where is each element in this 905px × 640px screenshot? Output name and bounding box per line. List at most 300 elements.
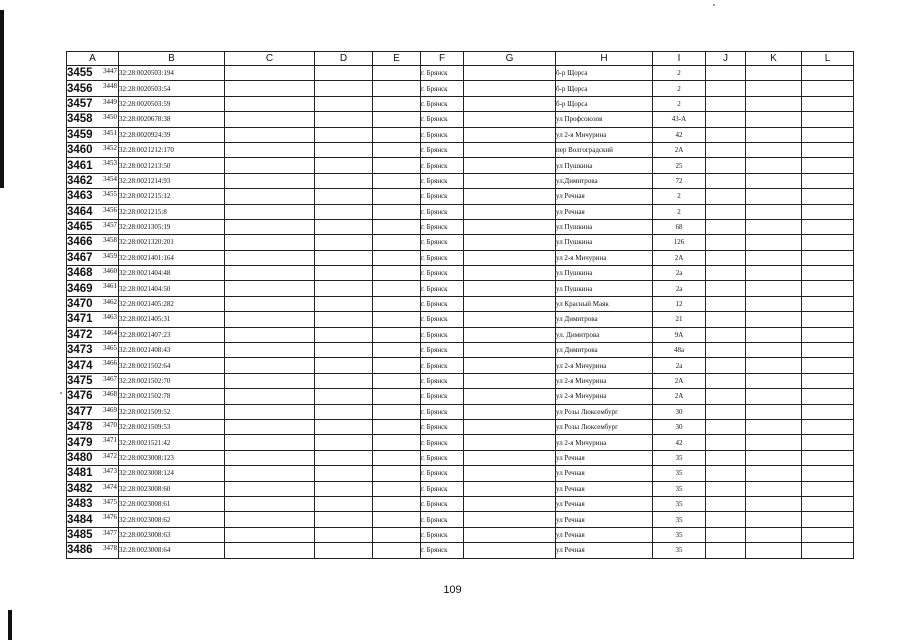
- empty-cell[interactable]: [746, 343, 802, 358]
- empty-cell[interactable]: [746, 158, 802, 173]
- house-number-cell[interactable]: 72: [653, 173, 706, 188]
- empty-cell[interactable]: [373, 173, 421, 188]
- city-cell[interactable]: г. Брянск: [421, 204, 464, 219]
- cadastral-number-cell[interactable]: 32:28:0020924:39: [119, 127, 225, 142]
- empty-cell[interactable]: [746, 66, 802, 81]
- cadastral-number-cell[interactable]: 32:28:0021212:170: [119, 142, 225, 157]
- empty-cell[interactable]: [464, 435, 556, 450]
- cadastral-number-cell[interactable]: 32:28:0021213:50: [119, 158, 225, 173]
- empty-cell[interactable]: [746, 281, 802, 296]
- street-cell[interactable]: ул 2-я Мичурина: [556, 250, 653, 265]
- row-number-cell[interactable]: [67, 173, 119, 188]
- empty-cell[interactable]: [746, 250, 802, 265]
- city-cell[interactable]: г. Брянск: [421, 173, 464, 188]
- row-number-cell[interactable]: [67, 358, 119, 373]
- empty-cell[interactable]: [802, 358, 854, 373]
- empty-cell[interactable]: [802, 543, 854, 558]
- empty-cell[interactable]: [225, 327, 315, 342]
- empty-cell[interactable]: [315, 419, 373, 434]
- city-cell[interactable]: г. Брянск: [421, 96, 464, 111]
- cadastral-number-cell[interactable]: 32:28:0021405:31: [119, 312, 225, 327]
- empty-cell[interactable]: [373, 127, 421, 142]
- empty-cell[interactable]: [802, 343, 854, 358]
- row-number-cell[interactable]: [67, 235, 119, 250]
- city-cell[interactable]: г. Брянск: [421, 189, 464, 204]
- empty-cell[interactable]: [464, 173, 556, 188]
- empty-cell[interactable]: [706, 204, 746, 219]
- street-cell[interactable]: ул Димитрова: [556, 312, 653, 327]
- empty-cell[interactable]: [373, 512, 421, 527]
- empty-cell[interactable]: [373, 189, 421, 204]
- row-number-cell[interactable]: [67, 96, 119, 111]
- empty-cell[interactable]: [464, 142, 556, 157]
- empty-cell[interactable]: [706, 466, 746, 481]
- empty-cell[interactable]: [315, 389, 373, 404]
- cadastral-number-cell[interactable]: 32:28:0021509:53: [119, 419, 225, 434]
- city-cell[interactable]: г. Брянск: [421, 373, 464, 388]
- empty-cell[interactable]: [225, 66, 315, 81]
- empty-cell[interactable]: [464, 112, 556, 127]
- empty-cell[interactable]: [746, 481, 802, 496]
- empty-cell[interactable]: [802, 512, 854, 527]
- empty-cell[interactable]: [746, 512, 802, 527]
- empty-cell[interactable]: [464, 327, 556, 342]
- street-cell[interactable]: ул 2-я Мичурина: [556, 358, 653, 373]
- row-number-cell[interactable]: [67, 158, 119, 173]
- street-cell[interactable]: ул Речная: [556, 512, 653, 527]
- empty-cell[interactable]: [373, 527, 421, 542]
- empty-cell[interactable]: [746, 389, 802, 404]
- city-cell[interactable]: г. Брянск: [421, 66, 464, 81]
- empty-cell[interactable]: [802, 142, 854, 157]
- row-number-cell[interactable]: [67, 481, 119, 496]
- cadastral-number-cell[interactable]: 32:28:0021215:12: [119, 189, 225, 204]
- empty-cell[interactable]: [373, 389, 421, 404]
- empty-cell[interactable]: [746, 112, 802, 127]
- empty-cell[interactable]: [802, 527, 854, 542]
- city-cell[interactable]: г. Брянск: [421, 358, 464, 373]
- empty-cell[interactable]: [802, 281, 854, 296]
- cadastral-number-cell[interactable]: 32:28:0021502:64: [119, 358, 225, 373]
- empty-cell[interactable]: [706, 81, 746, 96]
- cadastral-number-cell[interactable]: 32:28:0021320:201: [119, 235, 225, 250]
- empty-cell[interactable]: [315, 235, 373, 250]
- empty-cell[interactable]: [802, 204, 854, 219]
- empty-cell[interactable]: [225, 127, 315, 142]
- row-number-cell[interactable]: [67, 496, 119, 511]
- street-cell[interactable]: ул Профсоюзов: [556, 112, 653, 127]
- empty-cell[interactable]: [315, 312, 373, 327]
- street-cell[interactable]: ул Розы Люксембург: [556, 404, 653, 419]
- empty-cell[interactable]: [706, 189, 746, 204]
- empty-cell[interactable]: [315, 281, 373, 296]
- empty-cell[interactable]: [315, 404, 373, 419]
- empty-cell[interactable]: [746, 142, 802, 157]
- empty-cell[interactable]: [464, 466, 556, 481]
- city-cell[interactable]: г. Брянск: [421, 435, 464, 450]
- empty-cell[interactable]: [373, 543, 421, 558]
- column-header[interactable]: B: [119, 52, 225, 66]
- empty-cell[interactable]: [802, 127, 854, 142]
- empty-cell[interactable]: [746, 189, 802, 204]
- cadastral-number-cell[interactable]: 32:28:0021404:48: [119, 266, 225, 281]
- row-number-cell[interactable]: [67, 543, 119, 558]
- empty-cell[interactable]: [802, 189, 854, 204]
- row-number-cell[interactable]: [67, 312, 119, 327]
- cadastral-number-cell[interactable]: 32:28:0021404:50: [119, 281, 225, 296]
- row-number-cell[interactable]: [67, 250, 119, 265]
- empty-cell[interactable]: [706, 527, 746, 542]
- row-number-cell[interactable]: [67, 343, 119, 358]
- empty-cell[interactable]: [225, 435, 315, 450]
- column-header[interactable]: L: [802, 52, 854, 66]
- empty-cell[interactable]: [746, 219, 802, 234]
- empty-cell[interactable]: [315, 543, 373, 558]
- empty-cell[interactable]: [706, 512, 746, 527]
- empty-cell[interactable]: [746, 235, 802, 250]
- house-number-cell[interactable]: 2а: [653, 266, 706, 281]
- column-header[interactable]: G: [464, 52, 556, 66]
- column-header[interactable]: E: [373, 52, 421, 66]
- empty-cell[interactable]: [706, 419, 746, 434]
- empty-cell[interactable]: [706, 281, 746, 296]
- empty-cell[interactable]: [373, 450, 421, 465]
- empty-cell[interactable]: [225, 450, 315, 465]
- empty-cell[interactable]: [315, 435, 373, 450]
- empty-cell[interactable]: [373, 435, 421, 450]
- empty-cell[interactable]: [746, 204, 802, 219]
- empty-cell[interactable]: [464, 266, 556, 281]
- empty-cell[interactable]: [464, 158, 556, 173]
- empty-cell[interactable]: [802, 466, 854, 481]
- house-number-cell[interactable]: 2: [653, 204, 706, 219]
- street-cell[interactable]: ул Речная: [556, 527, 653, 542]
- row-number-cell[interactable]: [67, 373, 119, 388]
- empty-cell[interactable]: [746, 96, 802, 111]
- empty-cell[interactable]: [464, 404, 556, 419]
- house-number-cell[interactable]: 68: [653, 219, 706, 234]
- empty-cell[interactable]: [802, 235, 854, 250]
- street-cell[interactable]: ул Димитрова: [556, 343, 653, 358]
- street-cell[interactable]: ул 2-я Мичурина: [556, 373, 653, 388]
- row-number-cell[interactable]: [67, 66, 119, 81]
- empty-cell[interactable]: [225, 543, 315, 558]
- empty-cell[interactable]: [225, 343, 315, 358]
- empty-cell[interactable]: [706, 127, 746, 142]
- empty-cell[interactable]: [373, 373, 421, 388]
- empty-cell[interactable]: [464, 189, 556, 204]
- empty-cell[interactable]: [373, 343, 421, 358]
- empty-cell[interactable]: [706, 296, 746, 311]
- empty-cell[interactable]: [706, 112, 746, 127]
- empty-cell[interactable]: [746, 266, 802, 281]
- street-cell[interactable]: б-р Щорса: [556, 96, 653, 111]
- street-cell[interactable]: б-р Щорса: [556, 81, 653, 96]
- column-header[interactable]: A: [67, 52, 119, 66]
- empty-cell[interactable]: [746, 127, 802, 142]
- city-cell[interactable]: г. Брянск: [421, 250, 464, 265]
- empty-cell[interactable]: [315, 373, 373, 388]
- house-number-cell[interactable]: 43-А: [653, 112, 706, 127]
- city-cell[interactable]: г. Брянск: [421, 327, 464, 342]
- empty-cell[interactable]: [225, 358, 315, 373]
- house-number-cell[interactable]: 2: [653, 96, 706, 111]
- city-cell[interactable]: г. Брянск: [421, 312, 464, 327]
- empty-cell[interactable]: [802, 450, 854, 465]
- empty-cell[interactable]: [802, 158, 854, 173]
- city-cell[interactable]: г. Брянск: [421, 266, 464, 281]
- empty-cell[interactable]: [464, 296, 556, 311]
- empty-cell[interactable]: [373, 481, 421, 496]
- street-cell[interactable]: ул 2-я Мичурина: [556, 127, 653, 142]
- cadastral-number-cell[interactable]: 32:28:0021405:282: [119, 296, 225, 311]
- empty-cell[interactable]: [225, 481, 315, 496]
- empty-cell[interactable]: [315, 481, 373, 496]
- empty-cell[interactable]: [706, 158, 746, 173]
- cadastral-number-cell[interactable]: 32:28:0023008:60: [119, 481, 225, 496]
- empty-cell[interactable]: [706, 219, 746, 234]
- empty-cell[interactable]: [225, 266, 315, 281]
- empty-cell[interactable]: [373, 204, 421, 219]
- empty-cell[interactable]: [373, 142, 421, 157]
- empty-cell[interactable]: [464, 419, 556, 434]
- row-number-cell[interactable]: [67, 112, 119, 127]
- empty-cell[interactable]: [225, 96, 315, 111]
- column-header[interactable]: J: [706, 52, 746, 66]
- empty-cell[interactable]: [464, 96, 556, 111]
- empty-cell[interactable]: [746, 81, 802, 96]
- house-number-cell[interactable]: 2А: [653, 389, 706, 404]
- empty-cell[interactable]: [746, 296, 802, 311]
- empty-cell[interactable]: [706, 373, 746, 388]
- empty-cell[interactable]: [315, 250, 373, 265]
- street-cell[interactable]: ул 2-я Мичурина: [556, 389, 653, 404]
- empty-cell[interactable]: [464, 481, 556, 496]
- empty-cell[interactable]: [373, 296, 421, 311]
- house-number-cell[interactable]: 21: [653, 312, 706, 327]
- city-cell[interactable]: г. Брянск: [421, 81, 464, 96]
- empty-cell[interactable]: [464, 389, 556, 404]
- row-number-cell[interactable]: [67, 142, 119, 157]
- empty-cell[interactable]: [746, 450, 802, 465]
- row-number-cell[interactable]: [67, 81, 119, 96]
- empty-cell[interactable]: [373, 219, 421, 234]
- empty-cell[interactable]: [315, 66, 373, 81]
- empty-cell[interactable]: [315, 496, 373, 511]
- empty-cell[interactable]: [802, 296, 854, 311]
- empty-cell[interactable]: [746, 327, 802, 342]
- empty-cell[interactable]: [373, 250, 421, 265]
- empty-cell[interactable]: [373, 281, 421, 296]
- empty-cell[interactable]: [464, 204, 556, 219]
- empty-cell[interactable]: [225, 158, 315, 173]
- city-cell[interactable]: г. Брянск: [421, 389, 464, 404]
- house-number-cell[interactable]: 2а: [653, 358, 706, 373]
- house-number-cell[interactable]: 42: [653, 435, 706, 450]
- cadastral-number-cell[interactable]: 32:28:0021215:8: [119, 204, 225, 219]
- row-number-cell[interactable]: [67, 450, 119, 465]
- cadastral-number-cell[interactable]: 32:28:0023008:62: [119, 512, 225, 527]
- row-number-cell[interactable]: [67, 527, 119, 542]
- empty-cell[interactable]: [373, 312, 421, 327]
- empty-cell[interactable]: [373, 419, 421, 434]
- empty-cell[interactable]: [225, 419, 315, 434]
- row-number-cell[interactable]: [67, 419, 119, 434]
- row-number-cell[interactable]: [67, 189, 119, 204]
- empty-cell[interactable]: [315, 189, 373, 204]
- cadastral-number-cell[interactable]: 32:28:0023008:64: [119, 543, 225, 558]
- house-number-cell[interactable]: 2: [653, 189, 706, 204]
- empty-cell[interactable]: [802, 81, 854, 96]
- row-number-cell[interactable]: [67, 404, 119, 419]
- empty-cell[interactable]: [464, 358, 556, 373]
- city-cell[interactable]: г. Брянск: [421, 466, 464, 481]
- empty-cell[interactable]: [225, 389, 315, 404]
- house-number-cell[interactable]: 2а: [653, 281, 706, 296]
- street-cell[interactable]: ул.Димитрова: [556, 173, 653, 188]
- empty-cell[interactable]: [373, 327, 421, 342]
- city-cell[interactable]: г. Брянск: [421, 158, 464, 173]
- empty-cell[interactable]: [802, 312, 854, 327]
- column-header[interactable]: F: [421, 52, 464, 66]
- city-cell[interactable]: г. Брянск: [421, 142, 464, 157]
- city-cell[interactable]: г. Брянск: [421, 543, 464, 558]
- house-number-cell[interactable]: 35: [653, 543, 706, 558]
- empty-cell[interactable]: [225, 142, 315, 157]
- column-header[interactable]: I: [653, 52, 706, 66]
- cadastral-number-cell[interactable]: 32:28:0020503:59: [119, 96, 225, 111]
- empty-cell[interactable]: [802, 173, 854, 188]
- empty-cell[interactable]: [225, 250, 315, 265]
- empty-cell[interactable]: [315, 327, 373, 342]
- street-cell[interactable]: ул Пушкина: [556, 219, 653, 234]
- empty-cell[interactable]: [746, 358, 802, 373]
- empty-cell[interactable]: [706, 235, 746, 250]
- empty-cell[interactable]: [315, 343, 373, 358]
- empty-cell[interactable]: [464, 81, 556, 96]
- empty-cell[interactable]: [315, 450, 373, 465]
- house-number-cell[interactable]: 126: [653, 235, 706, 250]
- cadastral-number-cell[interactable]: 32:28:0020503:54: [119, 81, 225, 96]
- city-cell[interactable]: г. Брянск: [421, 219, 464, 234]
- empty-cell[interactable]: [464, 496, 556, 511]
- cadastral-number-cell[interactable]: 32:28:0020503:194: [119, 66, 225, 81]
- row-number-cell[interactable]: [67, 204, 119, 219]
- empty-cell[interactable]: [802, 389, 854, 404]
- column-header[interactable]: H: [556, 52, 653, 66]
- cadastral-number-cell[interactable]: 32:28:0021521:42: [119, 435, 225, 450]
- empty-cell[interactable]: [746, 543, 802, 558]
- empty-cell[interactable]: [746, 404, 802, 419]
- street-cell[interactable]: ул Красный Маяк: [556, 296, 653, 311]
- empty-cell[interactable]: [225, 496, 315, 511]
- empty-cell[interactable]: [315, 127, 373, 142]
- house-number-cell[interactable]: 35: [653, 466, 706, 481]
- house-number-cell[interactable]: 2А: [653, 142, 706, 157]
- empty-cell[interactable]: [746, 312, 802, 327]
- empty-cell[interactable]: [464, 527, 556, 542]
- street-cell[interactable]: ул Пушкина: [556, 266, 653, 281]
- empty-cell[interactable]: [706, 96, 746, 111]
- row-number-cell[interactable]: [67, 281, 119, 296]
- street-cell[interactable]: ул Речная: [556, 450, 653, 465]
- cadastral-number-cell[interactable]: 32:28:0020678:38: [119, 112, 225, 127]
- city-cell[interactable]: г. Брянск: [421, 235, 464, 250]
- empty-cell[interactable]: [373, 235, 421, 250]
- empty-cell[interactable]: [225, 112, 315, 127]
- street-cell[interactable]: б-р Щорса: [556, 66, 653, 81]
- empty-cell[interactable]: [706, 312, 746, 327]
- empty-cell[interactable]: [802, 481, 854, 496]
- empty-cell[interactable]: [706, 66, 746, 81]
- row-number-cell[interactable]: [67, 327, 119, 342]
- cadastral-number-cell[interactable]: 32:28:0021509:52: [119, 404, 225, 419]
- empty-cell[interactable]: [706, 543, 746, 558]
- empty-cell[interactable]: [706, 327, 746, 342]
- empty-cell[interactable]: [315, 112, 373, 127]
- empty-cell[interactable]: [225, 296, 315, 311]
- empty-cell[interactable]: [706, 142, 746, 157]
- street-cell[interactable]: ул Розы Люксембург: [556, 419, 653, 434]
- empty-cell[interactable]: [746, 496, 802, 511]
- cadastral-number-cell[interactable]: 32:28:0021502:78: [119, 389, 225, 404]
- city-cell[interactable]: г. Брянск: [421, 127, 464, 142]
- empty-cell[interactable]: [464, 312, 556, 327]
- empty-cell[interactable]: [802, 373, 854, 388]
- row-number-cell[interactable]: [67, 512, 119, 527]
- row-number-cell[interactable]: [67, 389, 119, 404]
- city-cell[interactable]: г. Брянск: [421, 343, 464, 358]
- city-cell[interactable]: г. Брянск: [421, 281, 464, 296]
- empty-cell[interactable]: [746, 419, 802, 434]
- empty-cell[interactable]: [225, 373, 315, 388]
- empty-cell[interactable]: [706, 266, 746, 281]
- house-number-cell[interactable]: 42: [653, 127, 706, 142]
- empty-cell[interactable]: [464, 66, 556, 81]
- empty-cell[interactable]: [373, 358, 421, 373]
- cadastral-number-cell[interactable]: 32:28:0021407:23: [119, 327, 225, 342]
- empty-cell[interactable]: [225, 512, 315, 527]
- empty-cell[interactable]: [315, 358, 373, 373]
- street-cell[interactable]: ул Пушкина: [556, 281, 653, 296]
- column-header[interactable]: D: [315, 52, 373, 66]
- cadastral-number-cell[interactable]: 32:28:0023008:123: [119, 450, 225, 465]
- empty-cell[interactable]: [706, 481, 746, 496]
- street-cell[interactable]: ул Пушкина: [556, 158, 653, 173]
- empty-cell[interactable]: [802, 66, 854, 81]
- cadastral-number-cell[interactable]: 32:28:0023008:124: [119, 466, 225, 481]
- empty-cell[interactable]: [746, 466, 802, 481]
- empty-cell[interactable]: [225, 235, 315, 250]
- street-cell[interactable]: ул Речная: [556, 496, 653, 511]
- empty-cell[interactable]: [315, 96, 373, 111]
- empty-cell[interactable]: [315, 142, 373, 157]
- empty-cell[interactable]: [706, 496, 746, 511]
- empty-cell[interactable]: [746, 435, 802, 450]
- city-cell[interactable]: г. Брянск: [421, 512, 464, 527]
- empty-cell[interactable]: [315, 266, 373, 281]
- house-number-cell[interactable]: 35: [653, 527, 706, 542]
- empty-cell[interactable]: [464, 343, 556, 358]
- empty-cell[interactable]: [802, 219, 854, 234]
- empty-cell[interactable]: [225, 312, 315, 327]
- house-number-cell[interactable]: 2А: [653, 250, 706, 265]
- empty-cell[interactable]: [373, 96, 421, 111]
- empty-cell[interactable]: [373, 158, 421, 173]
- cadastral-number-cell[interactable]: 32:28:0023008:63: [119, 527, 225, 542]
- empty-cell[interactable]: [706, 404, 746, 419]
- empty-cell[interactable]: [315, 173, 373, 188]
